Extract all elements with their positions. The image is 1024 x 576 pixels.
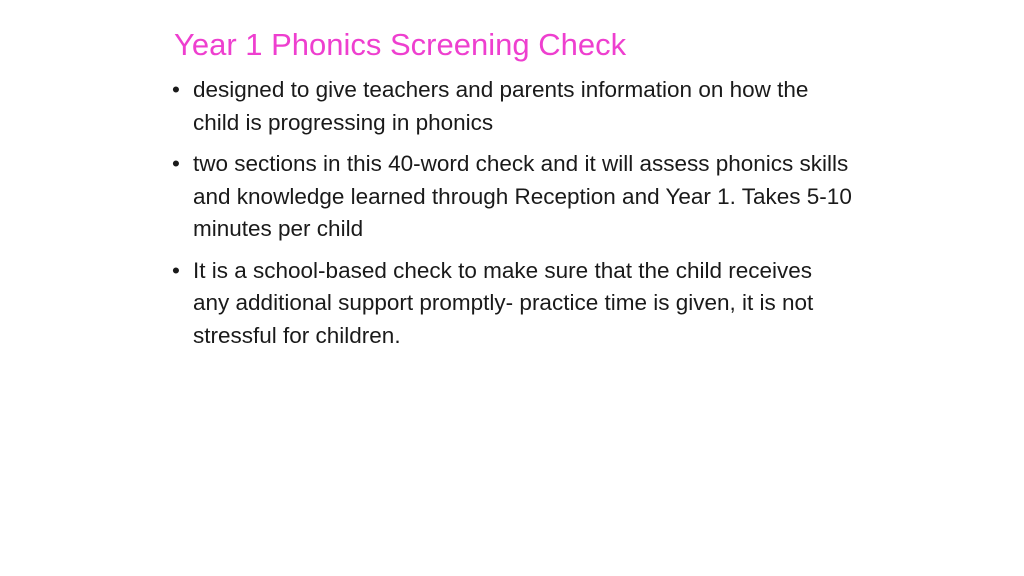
bullet-text: It is a school-based check to make sure that the child receives any additional support promptly- practice time is given, it is not stressful for children.: [193, 257, 814, 348]
slide-title: Year 1 Phonics Screening Check: [174, 27, 627, 62]
bullet-item: [172, 255, 852, 353]
bullet-item: [172, 74, 852, 139]
bullet-text: designed to give teachers and parents information on how the child is progressing in phonics: [193, 77, 809, 135]
bullet-dot-icon: •: [172, 77, 180, 102]
bullet-dot-icon: •: [172, 151, 180, 176]
bullet-list: [172, 74, 852, 361]
bullet-item: [172, 148, 852, 246]
bullet-text: two sections in this 40-word check and it will assess phonics skills and knowledge learned through Reception and Year 1. Takes 5-10 minutes per child: [193, 151, 852, 241]
bullet-dot-icon: •: [172, 257, 180, 283]
